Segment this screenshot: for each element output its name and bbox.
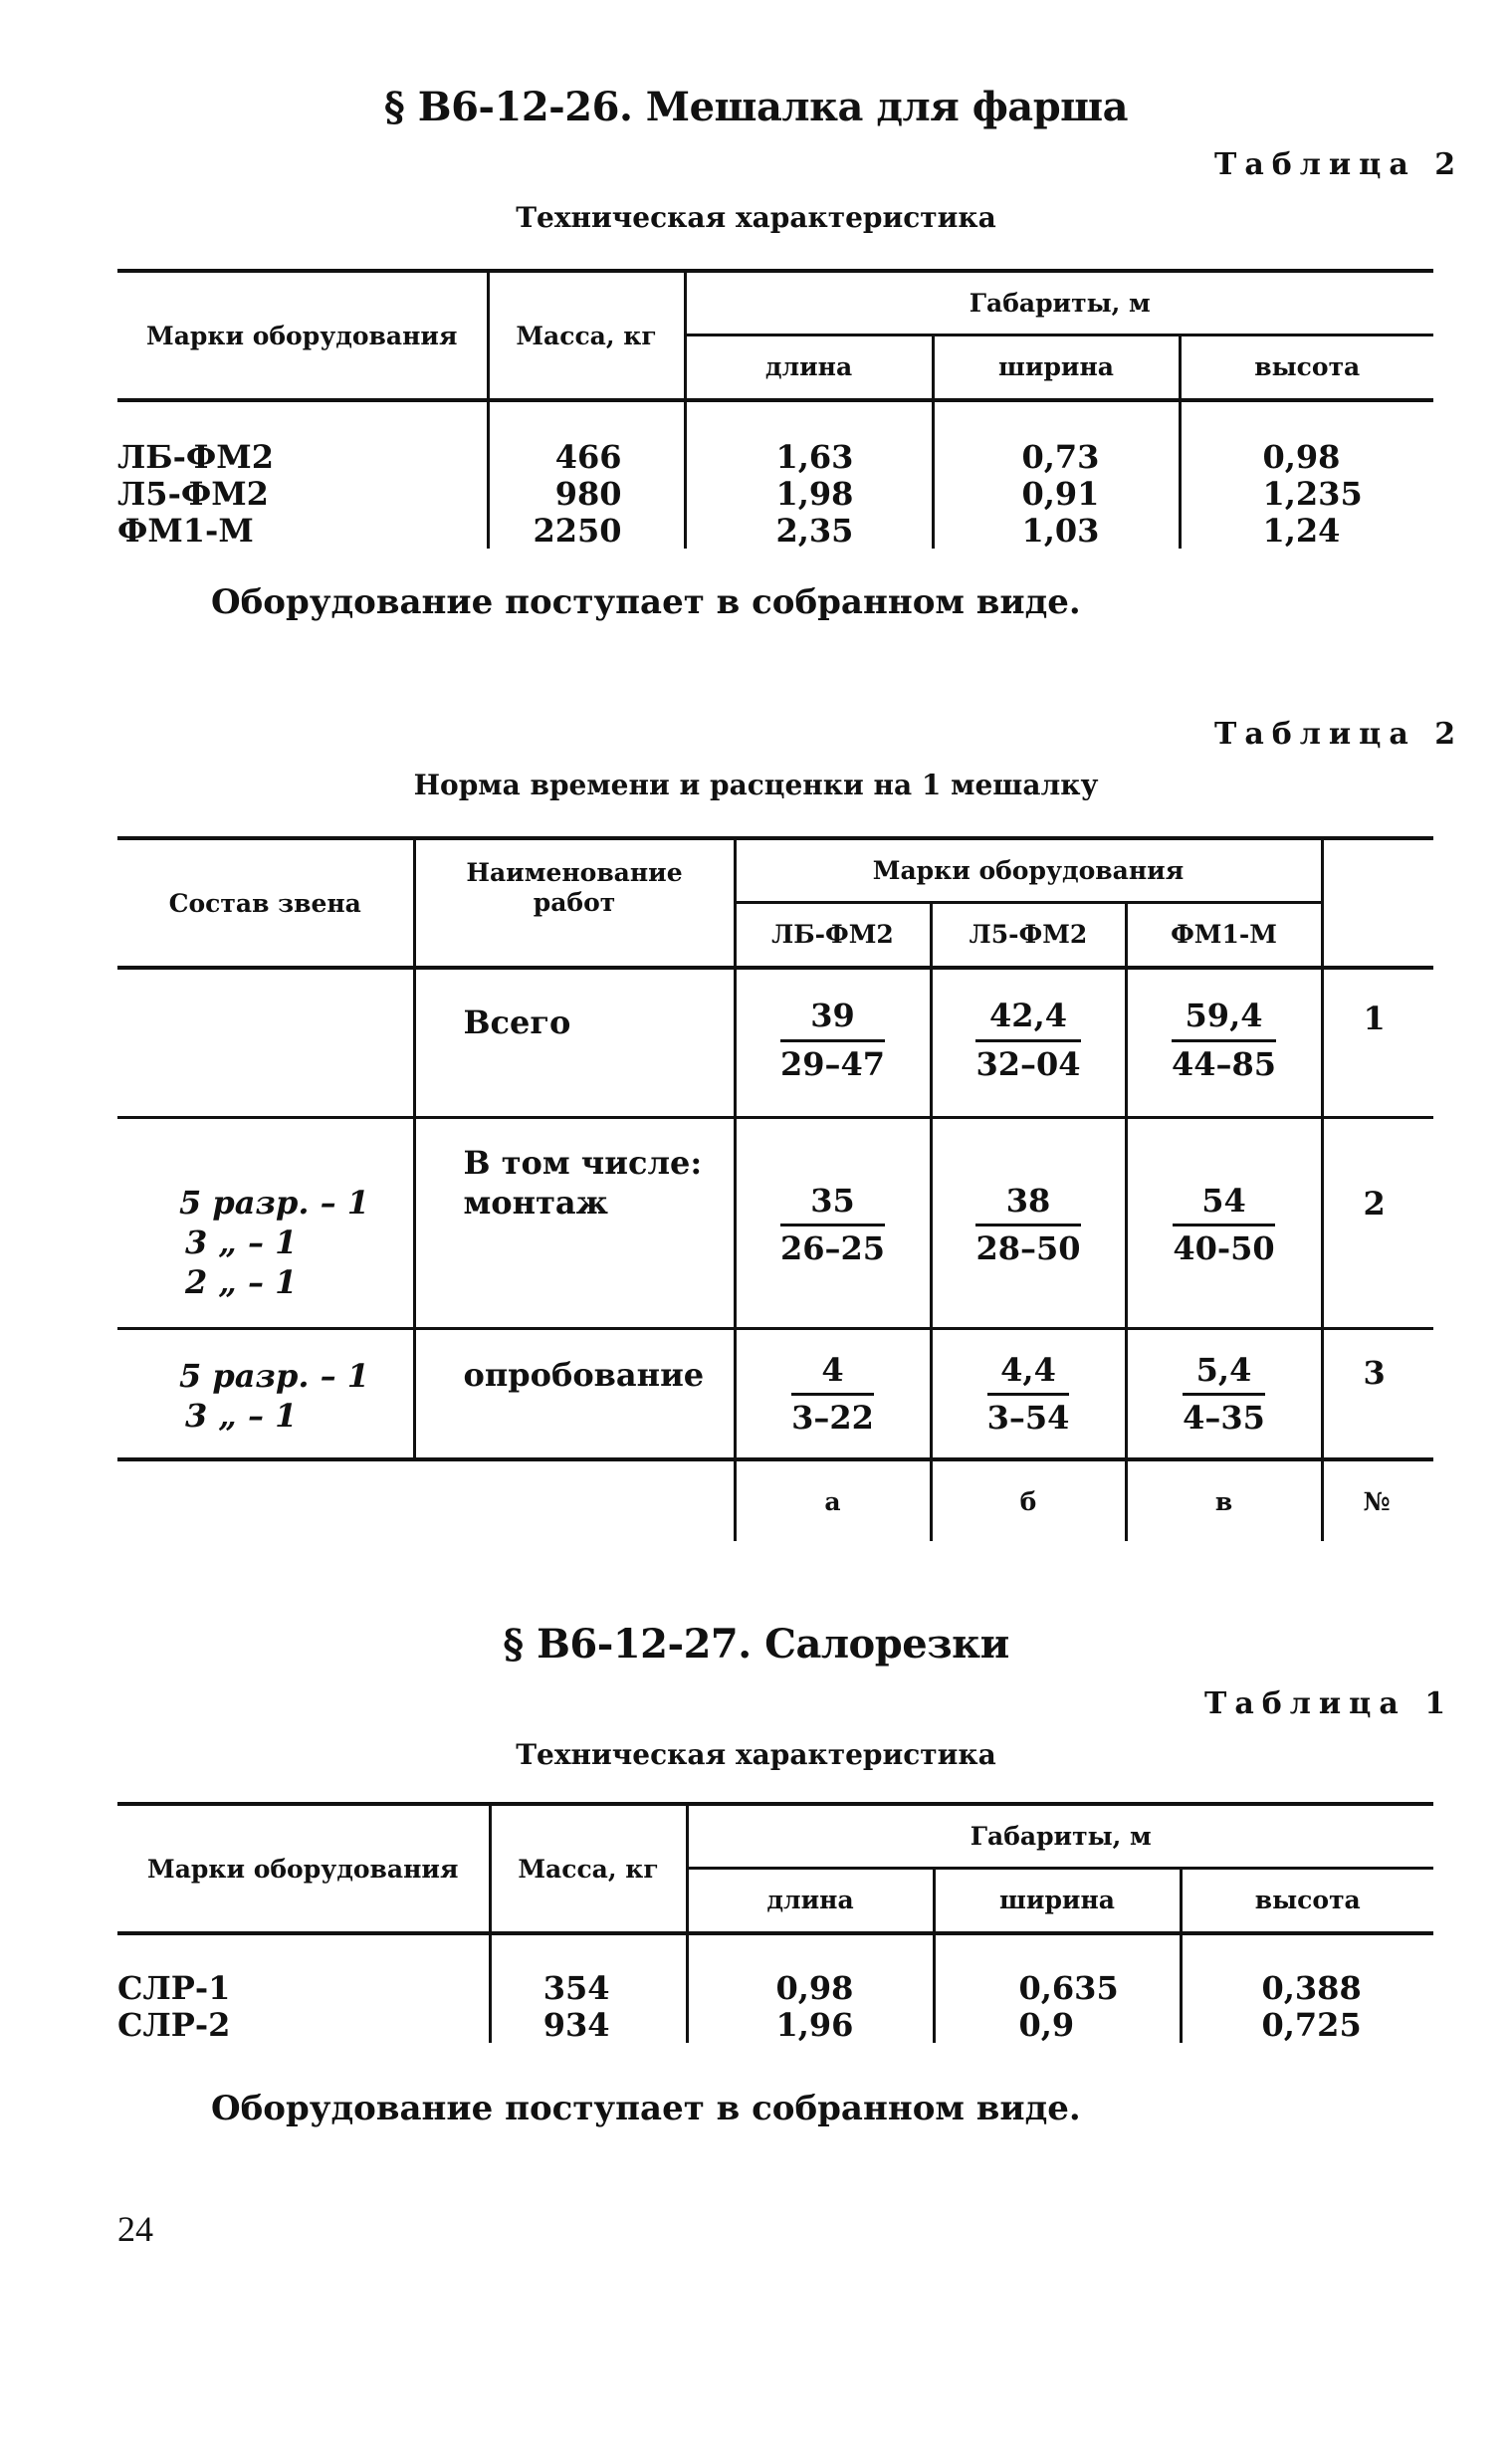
table-label: Таблица 2 <box>1214 717 1464 752</box>
cell-work <box>414 1328 735 1459</box>
fraction-denominator: 3–54 <box>986 1399 1070 1438</box>
footer-no: № <box>1363 1486 1391 1516</box>
cell-dlina: 2,35 <box>775 512 854 550</box>
col-vysota <box>1181 1933 1433 2043</box>
cell-marka: Л5-ФМ2 <box>117 475 269 513</box>
table-label: Таблица 2 <box>1214 147 1464 182</box>
cell-marka: СЛР-1 <box>117 1969 231 2007</box>
cell-massa: 934 <box>542 2006 610 2044</box>
fraction <box>779 997 886 1083</box>
cell-value <box>735 1117 931 1328</box>
header-vysota: высота <box>1181 1868 1433 1933</box>
row-number: 3 <box>1322 1328 1433 1459</box>
col-dlina <box>685 400 933 549</box>
cell-shirina: 1,03 <box>1021 512 1100 550</box>
sostav-line: 2 „ – 1 <box>185 1262 298 1301</box>
fraction-denominator: 44–85 <box>1171 1044 1277 1083</box>
cell-shirina: 0,73 <box>1021 438 1100 476</box>
fraction <box>975 997 1081 1083</box>
header-marki: Марки оборудования <box>735 838 1322 902</box>
cell-value <box>931 1328 1126 1459</box>
cell-sostav <box>117 968 414 1117</box>
header-massa: Масса, кг <box>488 271 685 400</box>
header-dlina: длина <box>685 334 933 400</box>
col-vysota <box>1180 400 1433 549</box>
sostav-line: 3 „ – 1 <box>185 1396 298 1435</box>
cell-massa: 2250 <box>533 512 622 550</box>
row-number: 1 <box>1322 968 1433 1117</box>
cell-work <box>414 968 735 1117</box>
work-label: опробование <box>463 1355 705 1394</box>
cell-value <box>1126 1117 1322 1328</box>
fraction <box>975 1181 1081 1268</box>
table-label: Таблица 1 <box>1204 1686 1454 1721</box>
work-label: В том числе: <box>463 1143 703 1182</box>
cell-work <box>414 1117 735 1328</box>
cell-vysota: 1,235 <box>1262 475 1363 513</box>
cell-dlina: 1,98 <box>775 475 854 513</box>
header-naim-line: Наименование <box>466 858 683 887</box>
cell-sostav <box>117 1117 414 1328</box>
cell-vysota: 0,98 <box>1262 438 1341 476</box>
cell-vysota: 1,24 <box>1262 512 1341 550</box>
fraction-numerator: 54 <box>1173 1185 1274 1227</box>
footer-v: в <box>1126 1459 1322 1541</box>
tech-table-2 <box>117 1802 1433 2043</box>
fraction-numerator: 4 <box>791 1354 874 1397</box>
table-caption: Техническая характеристика <box>516 201 996 234</box>
cell-value <box>931 968 1126 1117</box>
cell-massa: 354 <box>542 1969 610 2007</box>
note: Оборудование поступает в собранном виде. <box>211 2089 1081 2128</box>
tech-table-1 <box>117 269 1433 549</box>
col-shirina <box>933 400 1180 549</box>
section-title: § В6-12-27. Салорезки <box>503 1621 1009 1668</box>
cell-shirina: 0,635 <box>1018 1969 1119 2007</box>
col-marka <box>117 1933 490 2043</box>
header-gabarity: Габариты, м <box>685 271 1433 334</box>
fraction <box>1171 997 1277 1083</box>
footer-b: б <box>931 1459 1126 1541</box>
page-number: 24 <box>117 2209 153 2249</box>
cell-value <box>1126 1328 1322 1459</box>
cell-value <box>931 1117 1126 1328</box>
cell-vysota: 0,725 <box>1261 2006 1362 2044</box>
header-vysota: высота <box>1180 334 1433 400</box>
sostav-line: 5 разр. – 1 <box>179 1356 369 1395</box>
cell-value <box>735 1328 931 1459</box>
fraction <box>791 1350 874 1438</box>
header-massa: Масса, кг <box>490 1804 687 1933</box>
work-label: Всего <box>463 1003 571 1041</box>
fraction-numerator: 35 <box>780 1185 885 1227</box>
header-empty <box>1322 838 1433 968</box>
fraction-numerator: 42,4 <box>975 1000 1080 1042</box>
fraction-numerator: 38 <box>975 1185 1080 1227</box>
cell-dlina: 1,96 <box>775 2006 854 2044</box>
row-number: 2 <box>1322 1117 1433 1328</box>
fraction-denominator: 40-50 <box>1173 1229 1275 1268</box>
header-c3: ФМ1-М <box>1126 902 1322 968</box>
fraction-denominator: 26–25 <box>779 1229 886 1268</box>
col-massa <box>488 400 685 549</box>
cell-shirina: 0,91 <box>1021 475 1100 513</box>
sostav-line: 5 разр. – 1 <box>179 1183 369 1222</box>
footer-a: а <box>735 1459 931 1541</box>
fraction-denominator: 4–35 <box>1183 1399 1265 1438</box>
fraction-denominator: 29–47 <box>779 1044 886 1083</box>
cell-shirina: 0,9 <box>1018 2006 1075 2044</box>
fraction-numerator: 5,4 <box>1183 1354 1265 1397</box>
cell-vysota: 0,388 <box>1261 1969 1362 2007</box>
fraction-denominator: 32–04 <box>975 1044 1081 1083</box>
fraction <box>986 1350 1070 1438</box>
cell-marka: СЛР-2 <box>117 2006 231 2044</box>
fraction-numerator: 39 <box>780 1000 885 1042</box>
work-label: монтаж <box>463 1183 608 1222</box>
cell-marka: ФМ1-М <box>117 512 254 550</box>
footer-empty <box>117 1459 735 1541</box>
header-gabarity: Габариты, м <box>687 1804 1433 1868</box>
col-marka <box>117 400 488 549</box>
table-caption: Норма времени и расценки на 1 мешалку <box>413 769 1099 801</box>
norms-table <box>117 836 1433 1541</box>
header-naim-line: работ <box>533 888 616 917</box>
cell-dlina: 0,98 <box>775 1969 854 2007</box>
header-marka: Марки оборудования <box>117 1804 490 1933</box>
cell-value <box>1126 968 1322 1117</box>
header-marka: Марки оборудования <box>117 271 488 400</box>
table-caption: Техническая характеристика <box>516 1738 996 1771</box>
header-sostav: Состав звена <box>117 838 414 968</box>
fraction <box>779 1181 886 1268</box>
cell-massa: 466 <box>554 438 622 476</box>
note: Оборудование поступает в собранном виде. <box>211 582 1081 622</box>
fraction-numerator: 59,4 <box>1172 1000 1276 1042</box>
sostav-line: 3 „ – 1 <box>185 1223 298 1261</box>
col-shirina <box>934 1933 1181 2043</box>
fraction-numerator: 4,4 <box>987 1354 1070 1397</box>
fraction-denominator: 3–22 <box>791 1399 874 1438</box>
header-shirina: ширина <box>933 334 1180 400</box>
fraction <box>1173 1181 1275 1268</box>
cell-marka: ЛБ-ФМ2 <box>117 438 274 476</box>
col-massa <box>490 1933 687 2043</box>
cell-massa: 980 <box>554 475 622 513</box>
cell-sostav <box>117 1328 414 1459</box>
header-dlina: длина <box>687 1868 934 1933</box>
header-naim <box>414 838 735 968</box>
cell-value <box>735 968 931 1117</box>
fraction-denominator: 28–50 <box>975 1229 1081 1268</box>
header-c1: ЛБ-ФМ2 <box>735 902 931 968</box>
header-shirina: ширина <box>934 1868 1181 1933</box>
col-dlina <box>687 1933 934 2043</box>
section-title: § В6-12-26. Мешалка для фарша <box>383 84 1129 130</box>
cell-dlina: 1,63 <box>775 438 854 476</box>
header-c2: Л5-ФМ2 <box>931 902 1126 968</box>
fraction <box>1183 1350 1265 1438</box>
